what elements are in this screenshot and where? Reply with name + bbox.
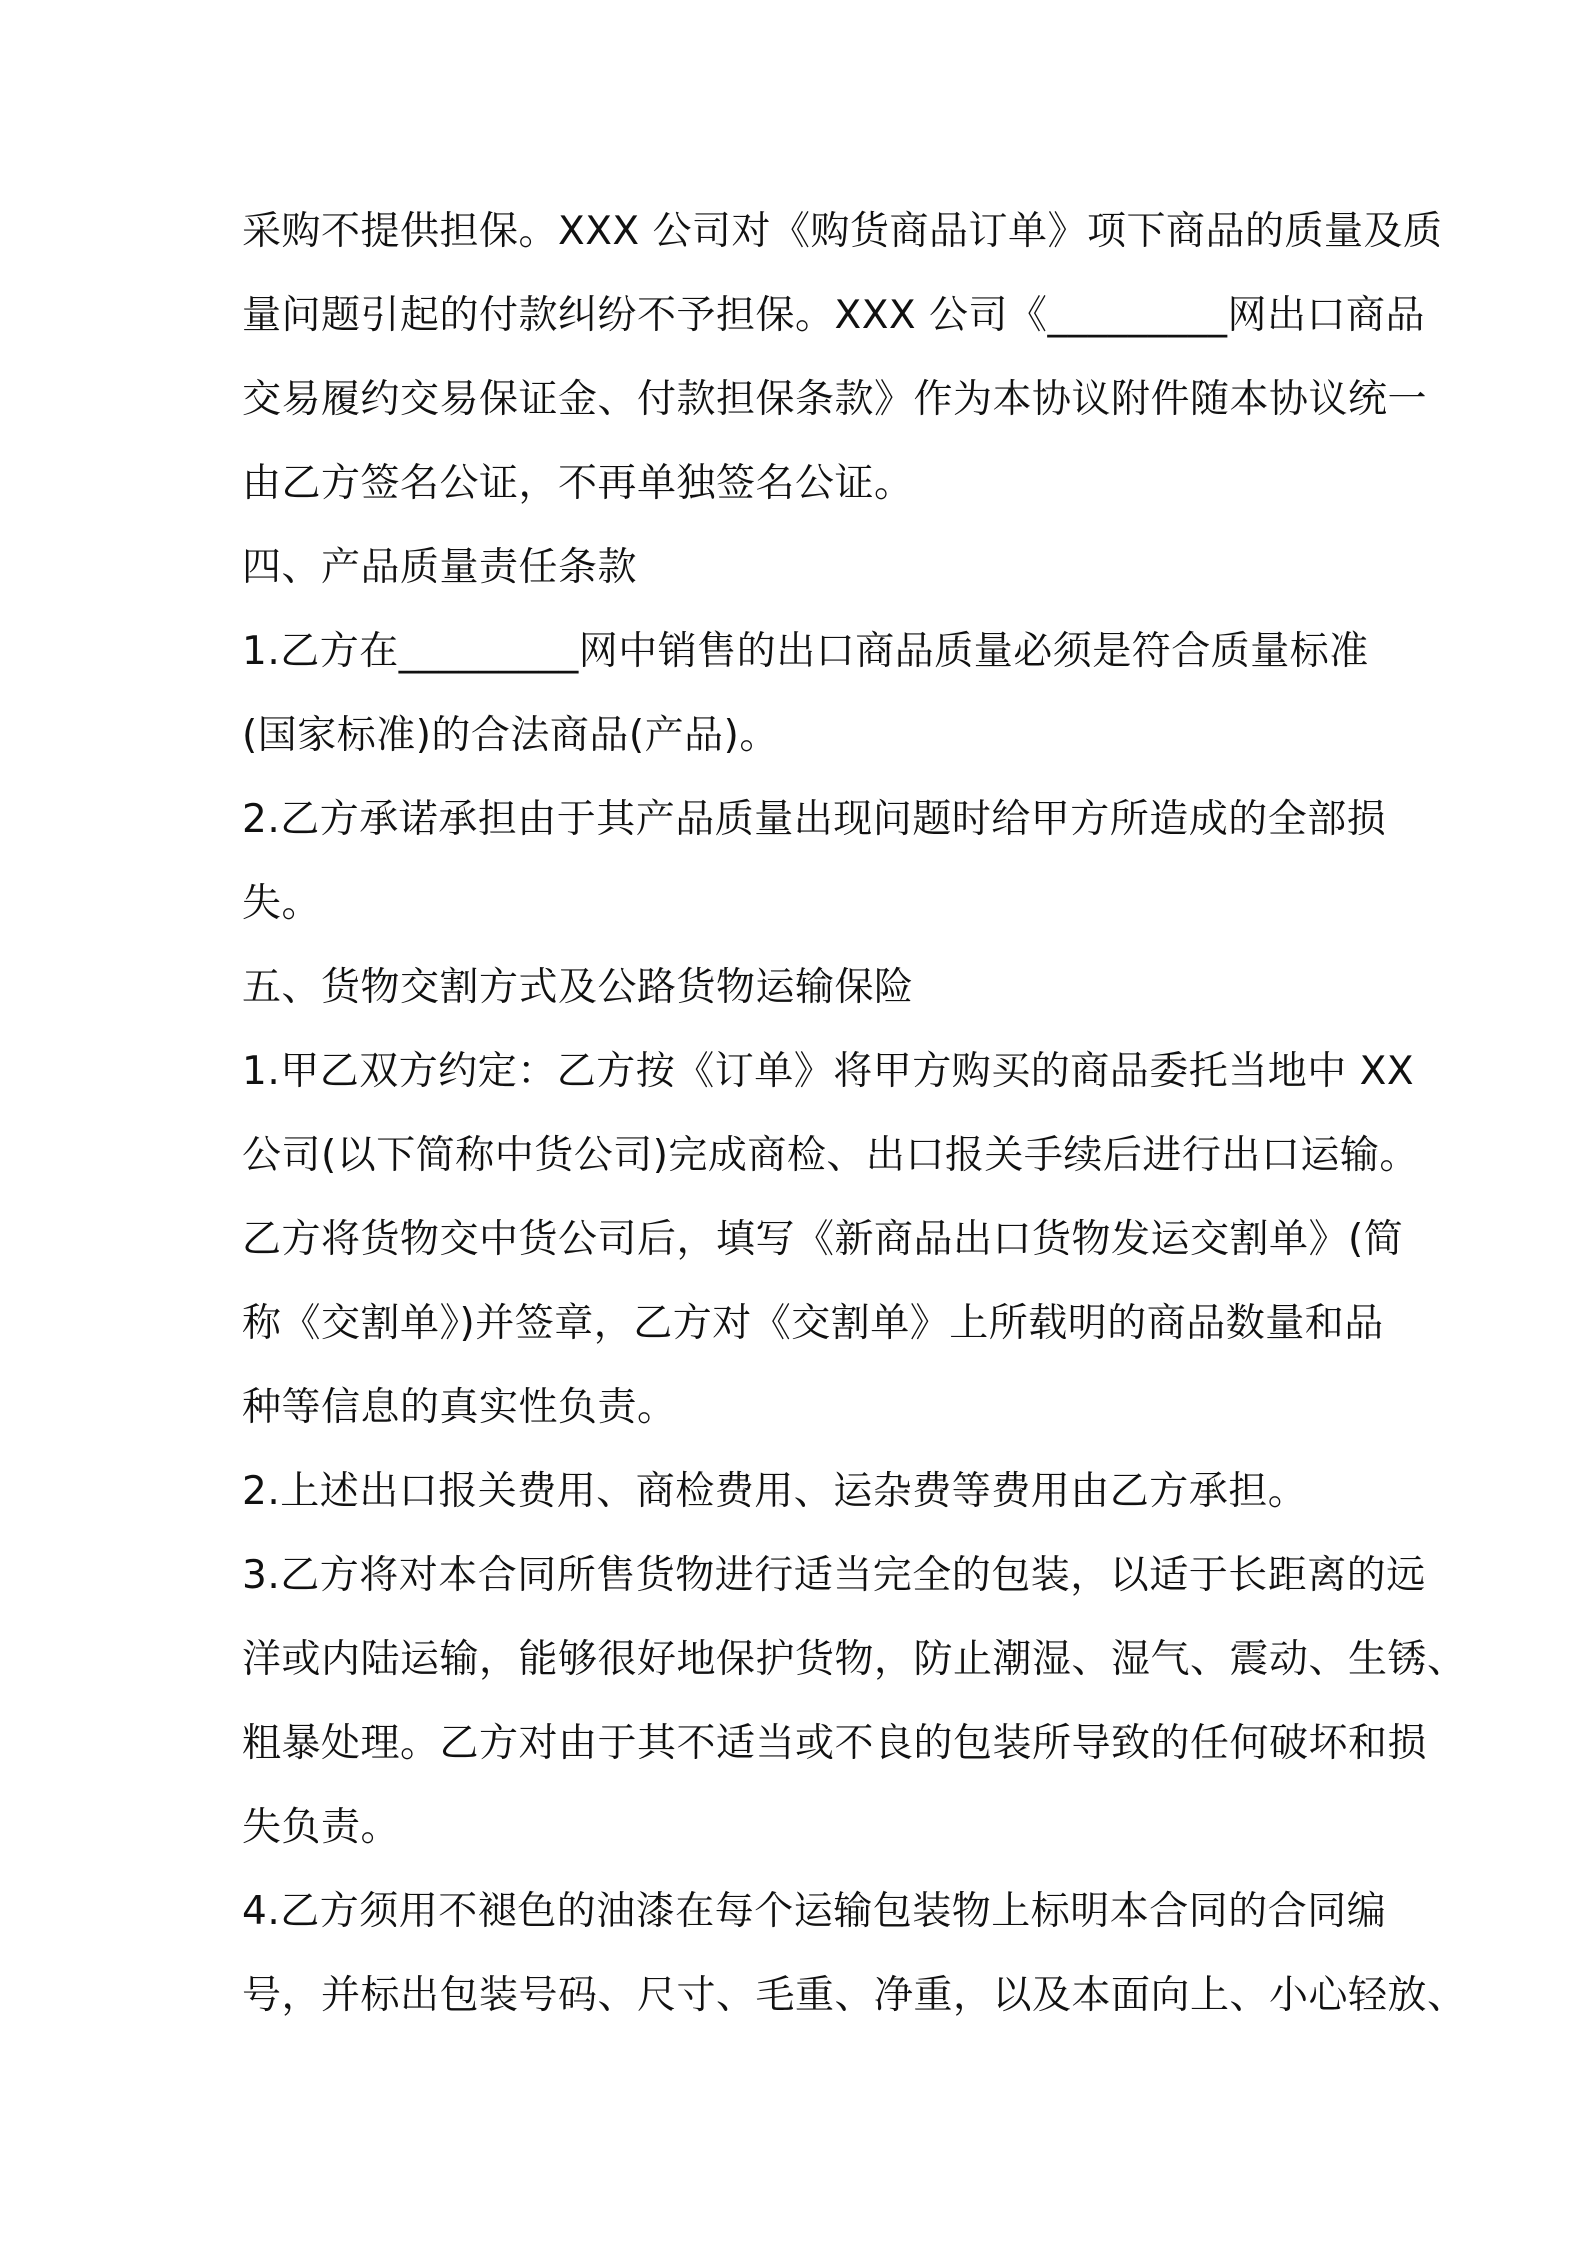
text-line: 2.上述出口报关费用、商检费用、运杂费等费用由乙方承担。 [242, 1469, 1308, 1514]
text-line: 洋或内陆运输，能够很好地保护货物，防止潮湿、湿气、震动、生锈、 [242, 1637, 1467, 1682]
text-line: 量问题引起的付款纠纷不予担保。XXX 公司《_________网出口商品 [242, 293, 1426, 338]
text-line: 由乙方签名公证，不再单独签名公证。 [242, 461, 914, 506]
text-line: 1.甲乙双方约定：乙方按《订单》将甲方购买的商品委托当地中 XX [242, 1049, 1415, 1094]
text-line: 公司(以下简称中货公司)完成商检、出口报关手续后进行出口运输。 [242, 1133, 1419, 1178]
text-line: (国家标准)的合法商品(产品)。 [242, 713, 779, 758]
text-line: 交易履约交易保证金、付款担保条款》作为本协议附件随本协议统一 [242, 377, 1428, 422]
text-line: 3.乙方将对本合同所售货物进行适当完全的包装，以适于长距离的远 [242, 1553, 1426, 1598]
section-heading: 四、产品质量责任条款 [242, 545, 638, 590]
text-line: 失负责。 [242, 1805, 401, 1850]
text-line: 4.乙方须用不褪色的油漆在每个运输包装物上标明本合同的合同编 [242, 1889, 1387, 1934]
text-line: 失。 [242, 881, 322, 926]
text-line: 2.乙方承诺承担由于其产品质量出现问题时给甲方所造成的全部损 [242, 797, 1387, 842]
text-line: 称《交割单》)并签章，乙方对《交割单》上所载明的商品数量和品 [242, 1301, 1384, 1346]
section-heading: 五、货物交割方式及公路货物运输保险 [242, 965, 914, 1010]
text-line: 种等信息的真实性负责。 [242, 1385, 677, 1430]
text-line: 粗暴处理。乙方对由于其不适当或不良的包装所导致的任何破坏和损 [242, 1721, 1428, 1766]
text-line: 乙方将货物交中货公司后，填写《新商品出口货物发运交割单》(简 [242, 1217, 1404, 1262]
text-line: 采购不提供担保。XXX 公司对《购货商品订单》项下商品的质量及质 [242, 209, 1443, 254]
text-line: 号，并标出包装号码、尺寸、毛重、净重，以及本面向上、小心轻放、 [242, 1973, 1467, 2018]
document-body [242, 190, 1467, 2038]
text-line: 1.乙方在_________网中销售的出口商品质量必须是符合质量标准 [242, 629, 1369, 674]
